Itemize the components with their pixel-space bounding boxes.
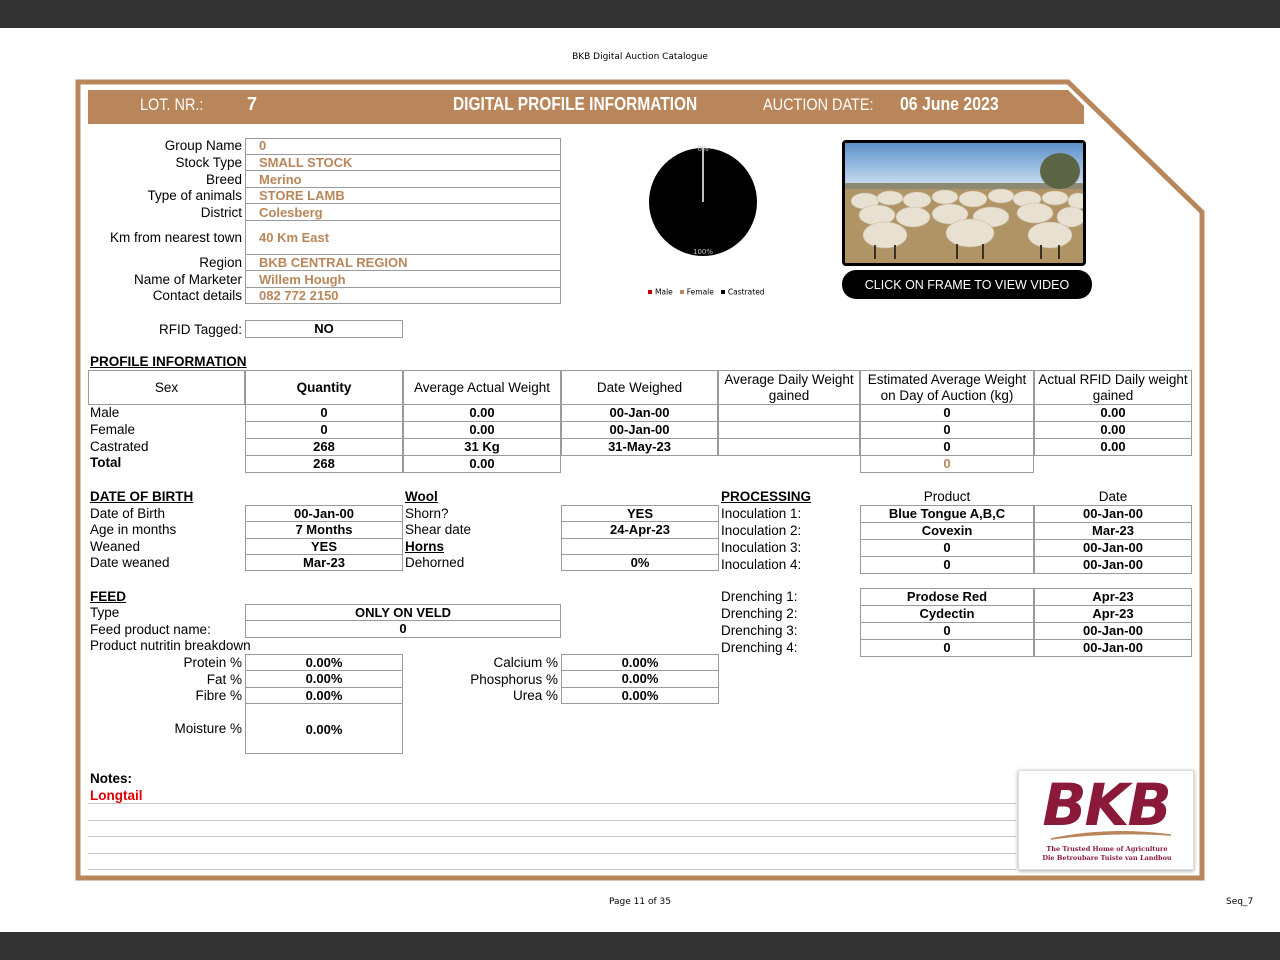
date-header: Date [1098, 489, 1128, 504]
logo-tagline-en: The Trusted Home of Agriculture [1046, 845, 1168, 853]
km-label: Km from nearest town [109, 230, 242, 245]
type-label: Type of animals [147, 188, 242, 203]
dehorned-value: 0% [561, 554, 719, 571]
drenching-label: Drenching 1: [721, 589, 798, 604]
fibre-value: 0.00% [245, 687, 403, 704]
contact-value: 082 772 2150 [259, 288, 339, 303]
sequence-number: Seq_7 [1226, 897, 1254, 907]
total-avg-weight: 0.00 [403, 455, 561, 473]
adw-header: Average Daily Weight gained [718, 370, 860, 405]
breakdown-label: Product nutritin breakdown [90, 638, 251, 653]
district-value: Colesberg [259, 205, 323, 220]
calcium-label: Calcium % [493, 655, 558, 670]
horns-box [561, 538, 719, 555]
dehorned-label: Dehorned [405, 555, 465, 570]
horns-heading: Horns [405, 539, 445, 554]
logo-tagline-af: Die Betroubare Tuiste van Landbou [1042, 854, 1172, 862]
stock-type-label: Stock Type [175, 155, 242, 170]
legend-label: Castrated [727, 287, 765, 297]
region-label: Region [199, 255, 242, 270]
moisture-value: 0.00% [245, 703, 403, 754]
marketer-value: Willem Hough [259, 272, 346, 287]
avg-weight-cell: 0.00 [403, 404, 561, 422]
sex-pie-chart [640, 140, 770, 300]
adw-cell [718, 404, 860, 422]
urea-label: Urea % [512, 688, 558, 703]
shear-date-value: 24-Apr-23 [561, 521, 719, 539]
bkb-logo [1018, 770, 1194, 870]
calcium-value: 0.00% [561, 654, 719, 671]
date-cell: 00-Jan-00 [1034, 505, 1192, 523]
avg-weight-cell: 0.00 [403, 421, 561, 439]
lot-label: LOT. NR.: [140, 95, 204, 114]
total-quantity: 268 [245, 455, 403, 473]
date-weighed-cell: 00-Jan-00 [561, 421, 718, 439]
banner-title: DIGITAL PROFILE INFORMATION [453, 94, 698, 114]
total-label: Total [90, 455, 122, 470]
date-weaned-label: Date weaned [90, 555, 170, 570]
group-name-label: Group Name [164, 138, 242, 153]
legend-item [648, 287, 673, 296]
weaned-label: Weaned [90, 539, 141, 554]
product-cell: 0 [860, 622, 1034, 640]
date-cell: Mar-23 [1034, 522, 1192, 540]
dob-value: 00-Jan-00 [245, 505, 403, 522]
date-weighed-header: Date Weighed [561, 370, 718, 405]
legend-label: Female [686, 287, 714, 297]
auction-date-label: AUCTION DATE: [763, 95, 874, 114]
protein-label: Protein % [183, 655, 242, 670]
note-line [88, 853, 1016, 854]
shorn-value: YES [561, 505, 719, 522]
shear-date-label: Shear date [405, 522, 472, 537]
feed-type-value: ONLY ON VELD [245, 604, 561, 621]
rfid-label: RFID Tagged: [158, 322, 242, 337]
legend-item [680, 287, 714, 296]
breed-label: Breed [205, 172, 242, 187]
phosphorus-label: Phosphorus % [470, 672, 558, 687]
sheep-photo [845, 143, 1085, 265]
type-value: STORE LAMB [259, 188, 345, 203]
notes-text: Longtail [90, 788, 143, 803]
avg-weight-cell: 31 Kg [403, 438, 561, 456]
km-value: 40 Km East [259, 230, 330, 245]
page-number: Page 11 of 35 [609, 897, 671, 907]
sheep-photo-frame[interactable] [842, 140, 1086, 266]
view-video-button[interactable]: CLICK ON FRAME TO VIEW VIDEO [842, 270, 1092, 299]
shorn-label: Shorn? [405, 506, 449, 521]
drenching-label: Drenching 4: [721, 640, 798, 655]
date-cell: 00-Jan-00 [1034, 622, 1192, 640]
group-name-box [245, 138, 561, 155]
rfid-gain-header: Actual RFID Daily weight gained [1034, 370, 1192, 405]
date-weighed-cell: 00-Jan-00 [561, 404, 718, 422]
drenching-label: Drenching 3: [721, 623, 798, 638]
logo-swoosh [1049, 829, 1174, 841]
feed-type-label: Type [90, 605, 120, 620]
quantity-cell: 0 [245, 404, 403, 422]
lot-value: 7 [247, 94, 258, 114]
district-label: District [200, 205, 242, 220]
sex-header: Sex [88, 370, 245, 405]
inoculation-label: Inoculation 3: [721, 540, 802, 555]
est-weight-cell: 0 [860, 438, 1034, 456]
quantity-cell: 268 [245, 438, 403, 456]
age-value: 7 Months [245, 521, 403, 539]
adw-cell [718, 438, 860, 456]
sex-label: Castrated [90, 439, 149, 454]
rfid-gain-cell: 0.00 [1034, 438, 1192, 456]
legend-item [721, 287, 765, 296]
rfid-value: NO [245, 320, 403, 338]
date-weaned-value: Mar-23 [245, 554, 403, 571]
rfid-gain-cell: 0.00 [1034, 421, 1192, 439]
est-weight-cell: 0 [860, 404, 1034, 422]
page-header: BKB Digital Auction Catalogue [572, 52, 708, 62]
product-cell: Covexin [860, 522, 1034, 540]
legend-label: Male [655, 287, 673, 297]
urea-value: 0.00% [561, 687, 719, 704]
drenching-label: Drenching 2: [721, 606, 798, 621]
stock-type-value: SMALL STOCK [259, 155, 353, 170]
pie-legend [648, 287, 772, 297]
est-weight-cell: 0 [860, 421, 1034, 439]
quantity-cell: 0 [245, 421, 403, 439]
breed-value: Merino [259, 172, 302, 187]
weaned-value: YES [245, 538, 403, 555]
product-header: Product [923, 489, 971, 504]
note-line [88, 820, 1016, 821]
group-name-value: 0 [259, 138, 267, 153]
quantity-header: Quantity [245, 370, 403, 405]
processing-heading: PROCESSING [721, 489, 812, 504]
date-weighed-cell: 31-May-23 [561, 438, 718, 456]
feed-product-label: Feed product name: [90, 622, 211, 637]
date-cell: Apr-23 [1034, 605, 1192, 623]
sex-label: Male [90, 405, 120, 420]
sex-label: Female [90, 422, 136, 437]
note-line [88, 869, 1016, 870]
dob-label: Date of Birth [90, 506, 166, 521]
avg-weight-header: Average Actual Weight [403, 370, 561, 405]
dob-heading: DATE OF BIRTH [90, 489, 194, 504]
note-line [88, 803, 1016, 804]
region-value: BKB CENTRAL REGION [259, 255, 408, 270]
phosphorus-value: 0.00% [561, 670, 719, 688]
fat-label: Fat % [206, 672, 242, 687]
adw-cell [718, 421, 860, 439]
contact-label: Contact details [152, 288, 242, 303]
product-cell: Cydectin [860, 605, 1034, 623]
rfid-gain-cell: 0.00 [1034, 404, 1192, 422]
product-cell: Prodose Red [860, 588, 1034, 606]
wool-heading: Wool [405, 489, 438, 504]
profile-heading: PROFILE INFORMATION [90, 354, 247, 369]
pie-label-hundred: 100% [692, 248, 714, 256]
fibre-label: Fibre % [195, 688, 242, 703]
inoculation-label: Inoculation 4: [721, 557, 802, 572]
date-cell: Apr-23 [1034, 588, 1192, 606]
protein-value: 0.00% [245, 654, 403, 671]
feed-heading: FEED [90, 589, 127, 604]
auction-date-value: 06 June 2023 [900, 94, 999, 114]
marketer-label: Name of Marketer [133, 272, 242, 287]
legend-swatch [721, 290, 725, 294]
date-cell: 00-Jan-00 [1034, 539, 1192, 557]
pie-label-zero: 0% [697, 145, 709, 153]
product-cell: Blue Tongue A,B,C [860, 505, 1034, 523]
total-est-weight: 0 [860, 455, 1034, 473]
fat-value: 0.00% [245, 670, 403, 688]
date-cell: 00-Jan-00 [1034, 639, 1192, 657]
est-weight-header: Estimated Average Weight on Day of Auction (kg) [860, 370, 1034, 405]
legend-swatch [680, 290, 684, 294]
inoculation-label: Inoculation 1: [721, 506, 802, 521]
note-line [88, 836, 1016, 837]
product-cell: 0 [860, 639, 1034, 657]
legend-swatch [648, 290, 652, 294]
product-cell: 0 [860, 539, 1034, 557]
date-cell: 00-Jan-00 [1034, 556, 1192, 574]
moisture-label: Moisture % [174, 721, 242, 736]
inoculation-label: Inoculation 2: [721, 523, 802, 538]
notes-label: Notes: [90, 771, 133, 786]
logo-text: BKB [1042, 771, 1170, 839]
age-label: Age in months [90, 522, 177, 537]
feed-product-value: 0 [245, 620, 561, 638]
product-cell: 0 [860, 556, 1034, 574]
